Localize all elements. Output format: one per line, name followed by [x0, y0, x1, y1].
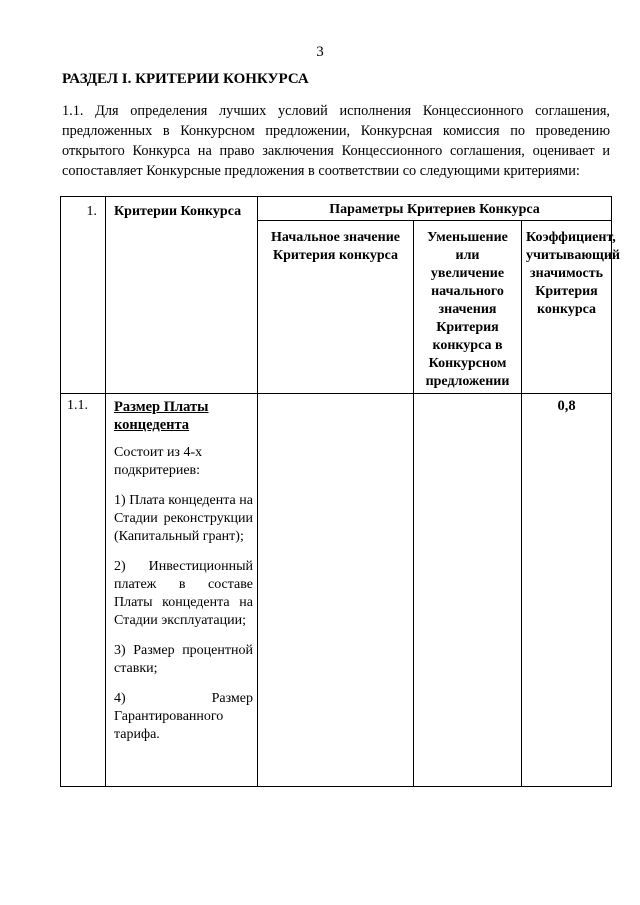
- header-coefficient: Коэффициент, учитывающий значимость Критерия конкурса: [522, 221, 612, 394]
- row-criteria-cell: [106, 394, 258, 787]
- header-num: 1.: [61, 197, 106, 394]
- criterion-intro: Состоит из 4-х подкритериев:: [114, 445, 203, 478]
- table-row: [61, 394, 612, 787]
- header-initial-value: Начальное значение Критерия конкурса: [258, 221, 414, 394]
- subcriterion-item: 2) Инвестиционный платеж в составе Платы концедента на Стадии эксплуатации;: [114, 559, 253, 628]
- section-heading: РАЗДЕЛ I. КРИТЕРИИ КОНКУРСА: [62, 71, 309, 87]
- row-initial-value: [258, 394, 414, 787]
- header-params: Параметры Критериев Конкурса: [258, 197, 612, 221]
- intro-paragraph: 1.1. Для определения лучших условий исполнения Концессионного соглашения, предложенных в Конкурсном предложении, Конкурсная комиссия по проведению открытого Конкурса на право заключения Концессионного соглашения, оценивает и сопоставляет Конкурсные предложения в соответствии со следующими критериями:: [62, 103, 610, 179]
- criteria-table: [60, 196, 620, 787]
- criterion-title: Размер Платы концедента: [114, 399, 209, 433]
- row-num: 1.1.: [61, 394, 106, 787]
- subcriterion-item: 4) Размер Гарантированного тарифа.: [114, 691, 253, 742]
- subcriterion-item: 1) Плата концедента на Стадии реконструкции (Капитальный грант);: [114, 493, 253, 544]
- subcriterion-item: 3) Размер процентной ставки;: [114, 643, 253, 676]
- row-change: [414, 394, 522, 787]
- page-number: 3: [316, 44, 324, 60]
- row-coefficient: 0,8: [522, 394, 612, 787]
- header-criteria: Критерии Конкурса: [106, 197, 258, 394]
- header-row: [61, 197, 612, 221]
- header-change: Уменьшение или увеличение начального значения Критерия конкурса в Конкурсном предложении: [414, 221, 522, 394]
